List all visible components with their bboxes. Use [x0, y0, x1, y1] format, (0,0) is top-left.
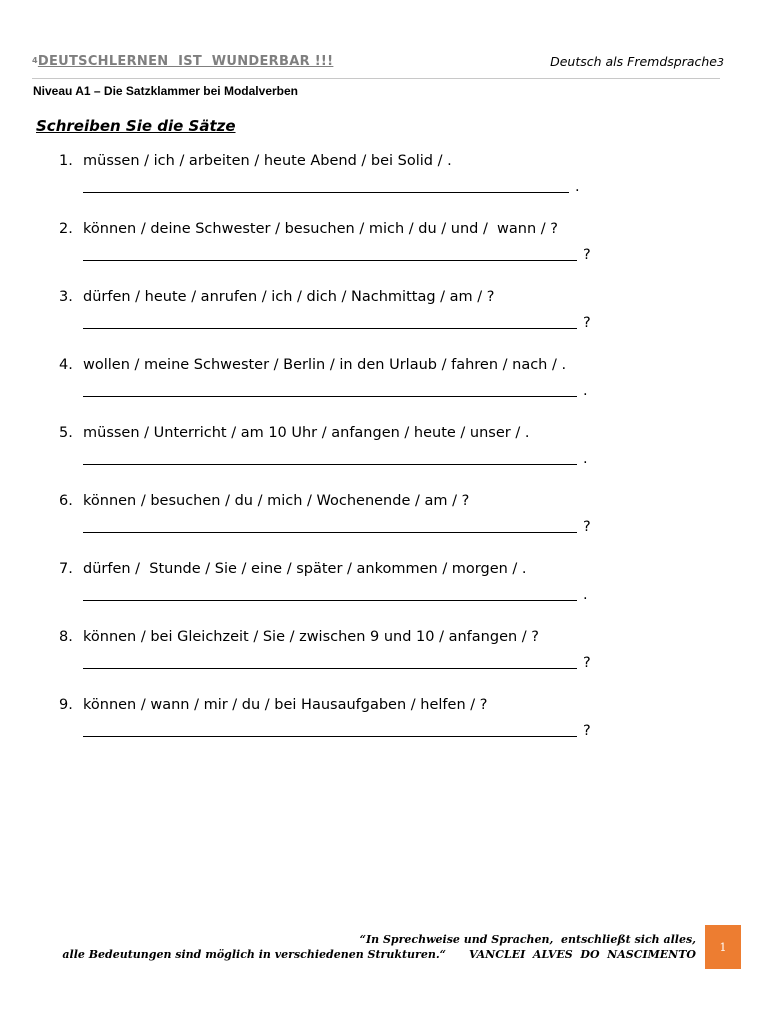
answer-punctuation: . [575, 179, 580, 195]
answer-punctuation: ? [583, 315, 591, 331]
exercise-prompt: müssen / Unterricht / am 10 Uhr / anfangen / heute / unser / . [83, 425, 530, 441]
exercise-prompt: müssen / ich / arbeiten / heute Abend / bei Solid / . [83, 153, 452, 169]
exercise-item [0, 220, 768, 280]
page-number: 1 [719, 940, 727, 954]
exercise-number: 9. [59, 697, 73, 713]
exercise-prompt: können / deine Schwester / besuchen / mich / du / und / wann / ? [83, 221, 558, 237]
level-subtitle: Niveau A1 – Die Satzklammer bei Modalverben [33, 84, 298, 98]
page-number-badge [705, 925, 741, 969]
exercise-item [0, 152, 768, 212]
header-title-text: DEUTSCHLERNEN IST WUNDERBAR !!! [37, 54, 334, 69]
exercise-number: 3. [59, 289, 73, 305]
answer-punctuation: ? [583, 519, 591, 535]
answer-punctuation: . [583, 383, 588, 399]
footer-quote [62, 932, 696, 962]
footer-quote-line: “In Sprechweise und Sprachen, entschließt sich alles, [359, 933, 696, 946]
header-divider [32, 78, 720, 79]
exercise-prompt: können / wann / mir / du / bei Hausaufgaben / helfen / ? [83, 697, 488, 713]
exercise-number: 7. [59, 561, 73, 577]
exercise-prompt: dürfen / Stunde / Sie / eine / später / ankommen / morgen / . [83, 561, 527, 577]
exercise-number: 1. [59, 153, 73, 169]
header-mark: 4 [32, 56, 38, 65]
exercise-item [0, 696, 768, 756]
header-right-number: 3 [717, 56, 724, 69]
answer-line[interactable] [83, 600, 577, 601]
exercise-prompt: können / besuchen / du / mich / Wochenende / am / ? [83, 493, 470, 509]
header-right-text: Deutsch als Fremdsprache [550, 54, 717, 69]
answer-line[interactable] [83, 260, 577, 261]
exercise-prompt: können / bei Gleichzeit / Sie / zwischen 9 und 10 / anfangen / ? [83, 629, 539, 645]
answer-punctuation: . [583, 451, 588, 467]
task-title: Schreiben Sie die Sätze [36, 117, 236, 135]
exercise-item [0, 356, 768, 416]
exercise-item [0, 288, 768, 348]
exercise-item [0, 628, 768, 688]
answer-line[interactable] [83, 328, 577, 329]
exercise-item [0, 492, 768, 552]
answer-line[interactable] [83, 532, 577, 533]
answer-punctuation: ? [583, 655, 591, 671]
answer-line[interactable] [83, 464, 577, 465]
answer-punctuation: ? [583, 723, 591, 739]
exercise-number: 6. [59, 493, 73, 509]
exercise-prompt: dürfen / heute / anrufen / ich / dich / Nachmittag / am / ? [83, 289, 495, 305]
footer-quote-line: alle Bedeutungen sind möglich in verschiedenen Strukturen.“ VANCLEI ALVES DO NASCIMENTO [62, 948, 696, 961]
answer-punctuation: ? [583, 247, 591, 263]
answer-line[interactable] [83, 736, 577, 737]
answer-line[interactable] [83, 192, 569, 193]
answer-punctuation: . [583, 587, 588, 603]
exercise-prompt: wollen / meine Schwester / Berlin / in den Urlaub / fahren / nach / . [83, 357, 567, 373]
exercise-number: 5. [59, 425, 73, 441]
header-title [32, 54, 333, 69]
exercise-item [0, 560, 768, 620]
exercise-number: 8. [59, 629, 73, 645]
header-right [550, 54, 724, 69]
exercise-number: 4. [59, 357, 73, 373]
answer-line[interactable] [83, 396, 577, 397]
exercise-number: 2. [59, 221, 73, 237]
answer-line[interactable] [83, 668, 577, 669]
exercise-item [0, 424, 768, 484]
